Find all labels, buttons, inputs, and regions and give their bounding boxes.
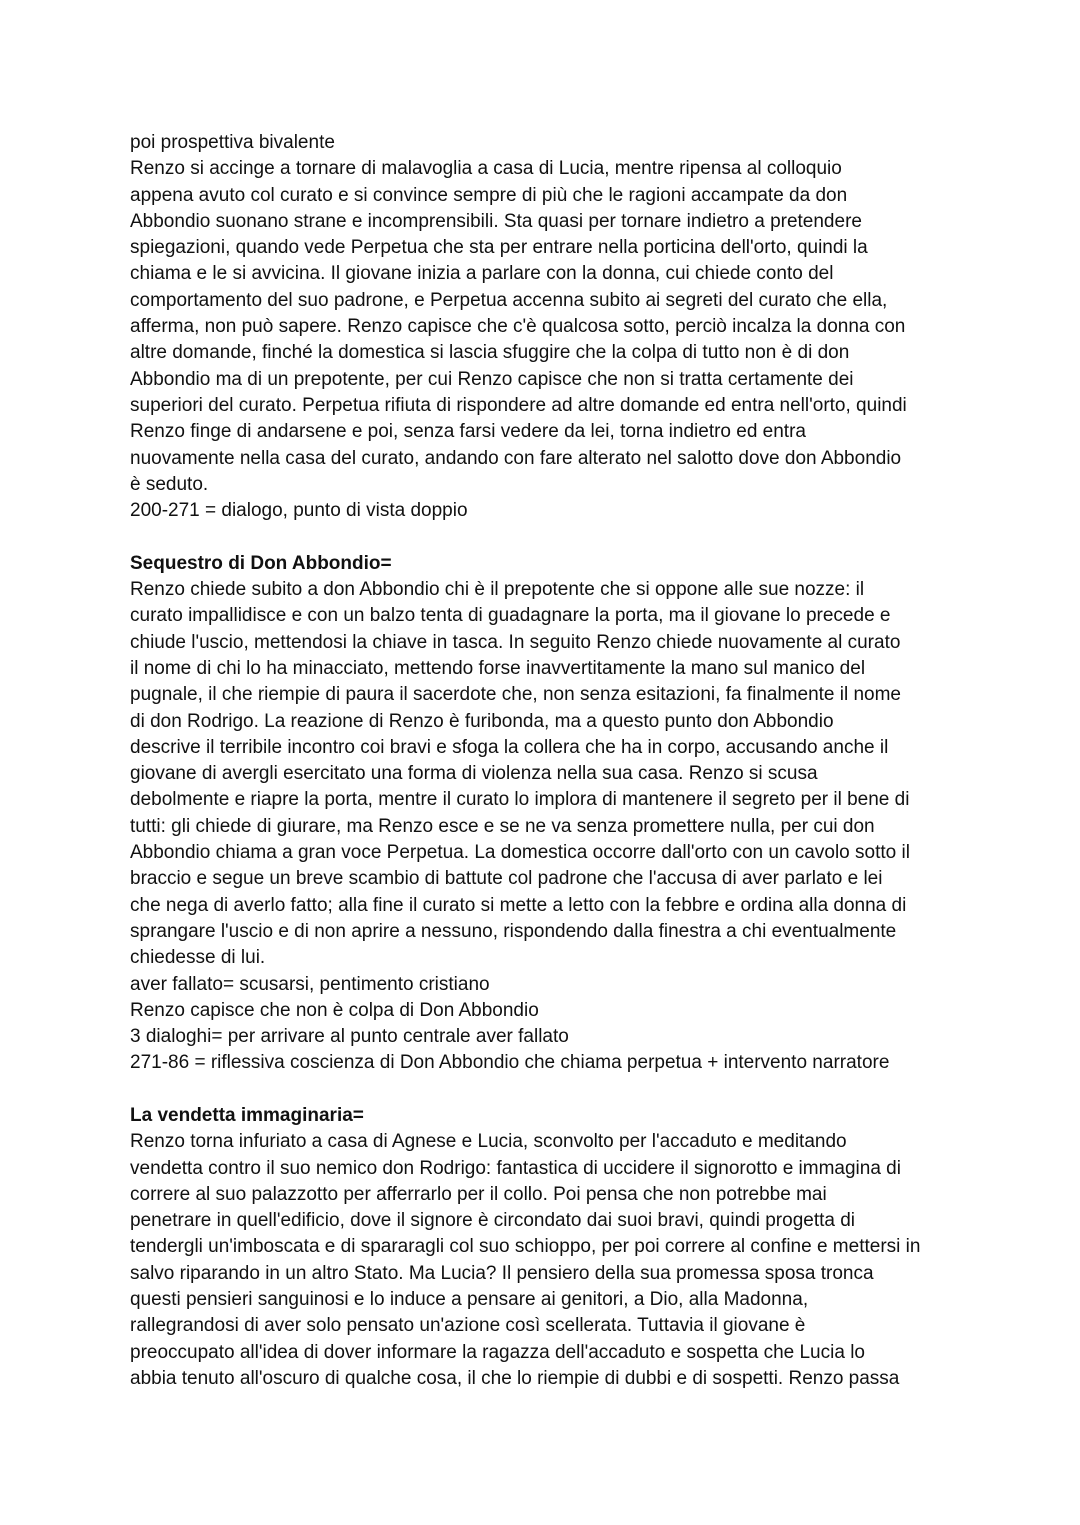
blank-line (130, 524, 960, 550)
text-line: correre al suo palazzotto per afferrarlo per il collo. Poi pensa che non potrebbe mai (130, 1183, 827, 1205)
text-line: poi prospettiva bivalente (130, 132, 335, 153)
text-line: Renzo capisce che non è colpa di Don Abbondio (130, 999, 539, 1021)
text-line: preoccupato all'idea di dover informare la ragazza dell'accaduto e sospetta che Lucia lo (130, 1341, 865, 1363)
text-line: appena avuto col curato e si convince sempre di più che le ragioni accampate da don (130, 184, 848, 206)
text-line: Renzo chiede subito a don Abbondio chi è il prepotente che si oppone alle sue nozze: il (130, 579, 865, 601)
section-heading: Sequestro di Don Abbondio= (130, 552, 392, 574)
text-line: Abbondio suonano strane e incomprensibili. Sta quasi per tornare indietro a pretendere (130, 210, 862, 232)
text-line: rallegrandosi di aver solo pensato un'azione così scellerata. Tuttavia il giovane è (130, 1315, 806, 1337)
text-line: chiama e le si avvicina. Il giovane inizia a parlare con la donna, cui chiede conto del (130, 263, 834, 285)
text-line: chiedesse di lui. (130, 947, 266, 969)
text-line: nuovamente nella casa del curato, andando con fare alterato nel salotto dove don Abbondio (130, 447, 902, 469)
text-line: di don Rodrigo. La reazione di Renzo è furibonda, ma a questo punto don Abbondio (130, 710, 834, 732)
text-line: braccio e segue un breve scambio di battute col padrone che l'accusa di aver parlato e lei (130, 868, 883, 890)
text-line: aver fallato= scusarsi, pentimento cristiano (130, 973, 490, 995)
text-line: è seduto. (130, 473, 209, 495)
text-line: Renzo finge di andarsene e poi, senza farsi vedere da lei, torna indietro ed entra (130, 421, 806, 443)
text-line: altre domande, finché la domestica si lascia sfuggire che la colpa di tutto non è di don (130, 342, 850, 364)
text-line: salvo riparando in un altro Stato. Ma Lucia? Il pensiero della sua promessa sposa tronca (130, 1262, 874, 1284)
text-line: superiori del curato. Perpetua rifiuta di rispondere ad altre domande ed entra nell'orto, quindi (130, 394, 907, 416)
text-line: questi pensieri sanguinosi e lo induce a pensare ai genitori, a Dio, alla Madonna, (130, 1289, 809, 1311)
text-line: Abbondio ma di un prepotente, per cui Renzo capisce che non si tratta certamente dei (130, 368, 854, 390)
text-line: vendetta contro il suo nemico don Rodrigo: fantastica di uccidere il signorotto e immagina di (130, 1157, 901, 1179)
section-heading: La vendetta immaginaria= (130, 1104, 364, 1126)
text-line: penetrare in quell'edificio, dove il signore è circondato dai suoi bravi, quindi progetta di (130, 1210, 856, 1232)
document-body (130, 130, 960, 1392)
text-line: debolmente e riapre la porta, mentre il curato lo implora di mantenere il segreto per il bene di (130, 789, 910, 811)
text-line: 200-271 = dialogo, punto di vista doppio (130, 500, 468, 522)
text-line: curato impallidisce e con un balzo tenta di guadagnare la porta, ma il giovane lo precede e (130, 605, 891, 627)
text-line: afferma, non può sapere. Renzo capisce che c'è qualcosa sotto, perciò incalza la donna con (130, 316, 906, 338)
text-line: giovane di avergli esercitato una forma di violenza nella sua casa. Renzo si scusa (130, 763, 818, 785)
text-line: chiude l'uscio, mettendosi la chiave in tasca. In seguito Renzo chiede nuovamente al curato (130, 631, 901, 653)
text-line: che nega di averlo fatto; alla fine il curato si mette a letto con la febbre e ordina alla donna di (130, 894, 907, 916)
text-line: abbia tenuto all'oscuro di qualche cosa, il che lo riempie di dubbi e di sospetti. Renzo passa (130, 1367, 900, 1389)
text-line: il nome di chi lo ha minacciato, mettendo forse inavvertitamente la mano sul manico del (130, 657, 866, 679)
text-line: descrive il terribile incontro coi bravi e sfoga la collera che ha in corpo, accusando anche il (130, 736, 889, 758)
text-line: tendergli un'imboscata e di spararagli col suo schioppo, per poi correre al confine e mettersi in (130, 1236, 921, 1258)
text-line: sprangare l'uscio e di non aprire a nessuno, rispondendo dalla finestra a chi eventualmente (130, 920, 897, 942)
text-line: Renzo torna infuriato a casa di Agnese e Lucia, sconvolto per l'accaduto e meditando (130, 1131, 847, 1153)
text-line: comportamento del suo padrone, e Perpetua accenna subito ai segreti del curato che ella, (130, 289, 888, 311)
text-line: 3 dialoghi= per arrivare al punto centrale aver fallato (130, 1026, 569, 1048)
text-line: tutti: gli chiede di giurare, ma Renzo esce e se ne va senza promettere nulla, per cui don (130, 815, 875, 837)
text-line: spiegazioni, quando vede Perpetua che sta per entrare nella porticina dell'orto, quindi la (130, 237, 868, 259)
text-line: pugnale, il che riempie di paura il sacerdote che, non senza esitazioni, fa finalmente il nome (130, 684, 902, 706)
text-line: Renzo si accinge a tornare di malavoglia a casa di Lucia, mentre ripensa al colloquio (130, 158, 842, 180)
text-line: 271-86 = riflessiva coscienza di Don Abbondio che chiama perpetua + intervento narratore (130, 1052, 890, 1074)
blank-line (130, 1077, 960, 1103)
text-line: Abbondio chiama a gran voce Perpetua. La domestica occorre dall'orto con un cavolo sotto il (130, 842, 910, 864)
